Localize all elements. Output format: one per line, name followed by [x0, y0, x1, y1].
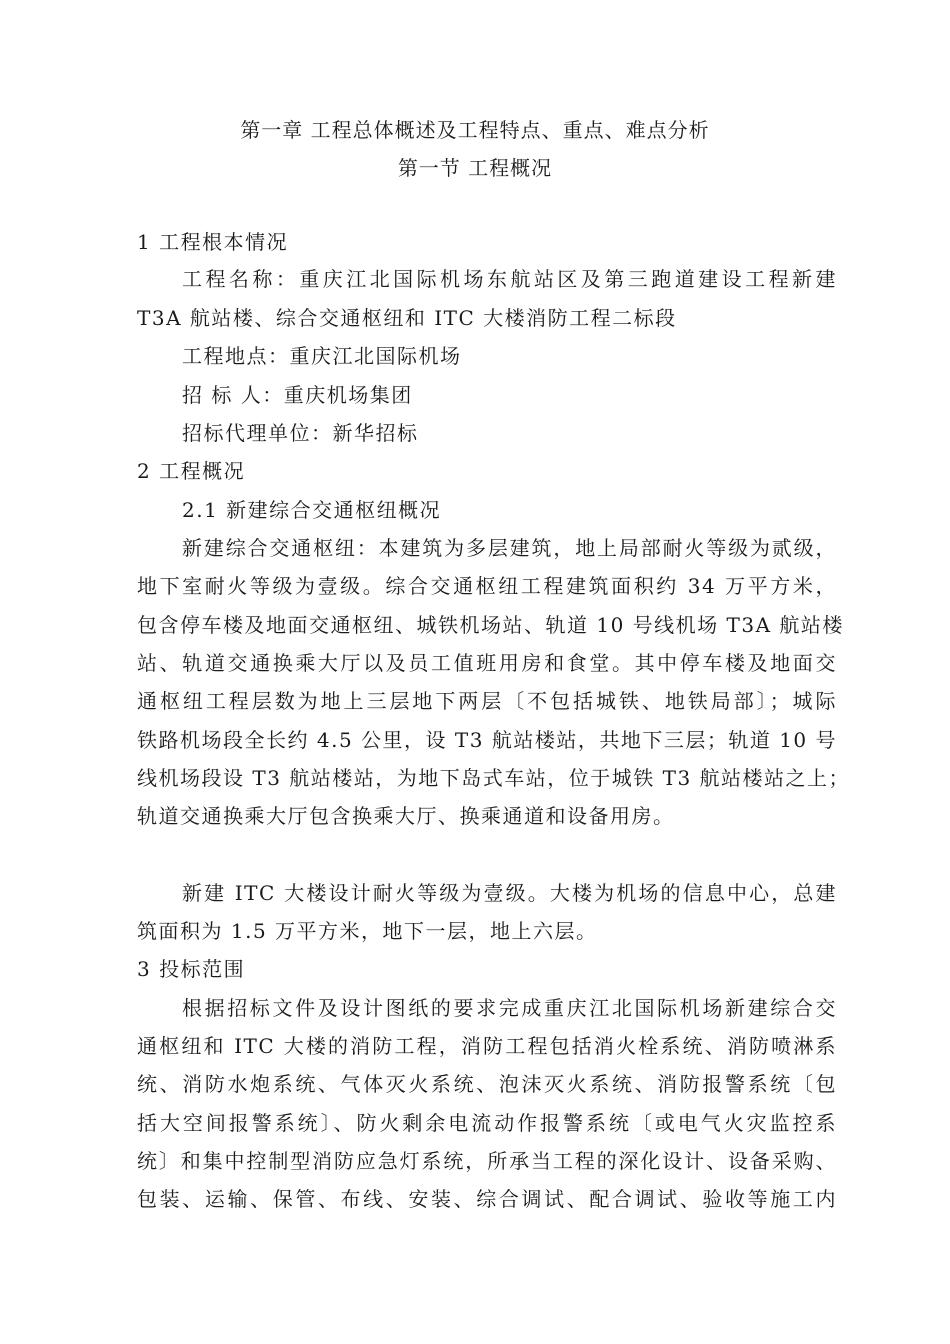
paragraph-line: 线机场段设 T3 航站楼站，为地下岛式车站，位于城铁 T3 航站楼站之上；: [137, 766, 851, 790]
chapter-title: 第一章 工程总体概述及工程特点、重点、难点分析: [240, 118, 710, 142]
paragraph-line: 通枢纽和 ITC 大楼的消防工程，消防工程包括消火栓系统、消防喷淋系: [137, 1034, 837, 1058]
section-2-heading: 2 工程概况: [137, 459, 246, 483]
paragraph-line: 统〕和集中控制型消防应急灯系统，所承当工程的深化设计、设备采购、: [137, 1149, 837, 1173]
paragraph-line: 统、消防水炮系统、气体灭火系统、泡沫灭火系统、消防报警系统〔包: [137, 1072, 837, 1096]
paragraph-line: 站、轨道交通换乘大厅以及员工值班用房和食堂。其中停车楼及地面交: [137, 651, 837, 675]
paragraph-line: 包装、运输、保管、布线、安装、综合调试、配合调试、验收等施工内: [137, 1187, 837, 1211]
section-title: 第一节 工程概况: [397, 156, 553, 180]
subsection-2-1-heading: 2.1 新建综合交通枢纽概况: [182, 498, 442, 522]
paragraph-line: 地下室耐火等级为壹级。综合交通枢纽工程建筑面积约 34 万平方米，: [137, 574, 837, 598]
project-location: 工程地点：重庆江北国际机场: [182, 344, 462, 368]
paragraph-line: 新建 ITC 大楼设计耐火等级为壹级。大楼为机场的信息中心，总建: [182, 881, 837, 905]
tender-agent: 招标代理单位：新华招标: [182, 421, 419, 445]
tenderer: 招 标 人：重庆机场集团: [182, 383, 413, 407]
paragraph-line: 轨道交通换乘大厅包含换乘大厅、换乘通道和设备用房。: [137, 804, 675, 828]
section-1-heading: 1 工程根本情况: [137, 230, 289, 254]
paragraph-line: 通枢纽工程层数为地上三层地下两层〔不包括城铁、地铁局部〕；城际: [137, 689, 837, 713]
project-name-line-1: 工程名称：重庆江北国际机场东航站区及第三跑道建设工程新建: [182, 267, 837, 291]
paragraph-line: 根据招标文件及设计图纸的要求完成重庆江北国际机场新建综合交: [182, 996, 837, 1020]
paragraph-line: 铁路机场段全长约 4.5 公里，设 T3 航站楼站，共地下三层；轨道 10 号: [137, 728, 837, 752]
section-3-heading: 3 投标范围: [137, 957, 246, 981]
paragraph-line: 新建综合交通枢纽：本建筑为多层建筑，地上局部耐火等级为贰级，: [182, 536, 837, 560]
paragraph-line: 筑面积为 1.5 万平方米，地下一层，地上六层。: [137, 919, 598, 943]
project-name-line-2: T3A 航站楼、综合交通枢纽和 ITC 大楼消防工程二标段: [137, 306, 677, 330]
paragraph-line: 包含停车楼及地面交通枢纽、城铁机场站、轨道 10 号线机场 T3A 航站楼: [137, 613, 844, 637]
paragraph-line: 括大空间报警系统〕、防火剩余电流动作报警系统〔或电气火灾监控系: [137, 1111, 837, 1135]
